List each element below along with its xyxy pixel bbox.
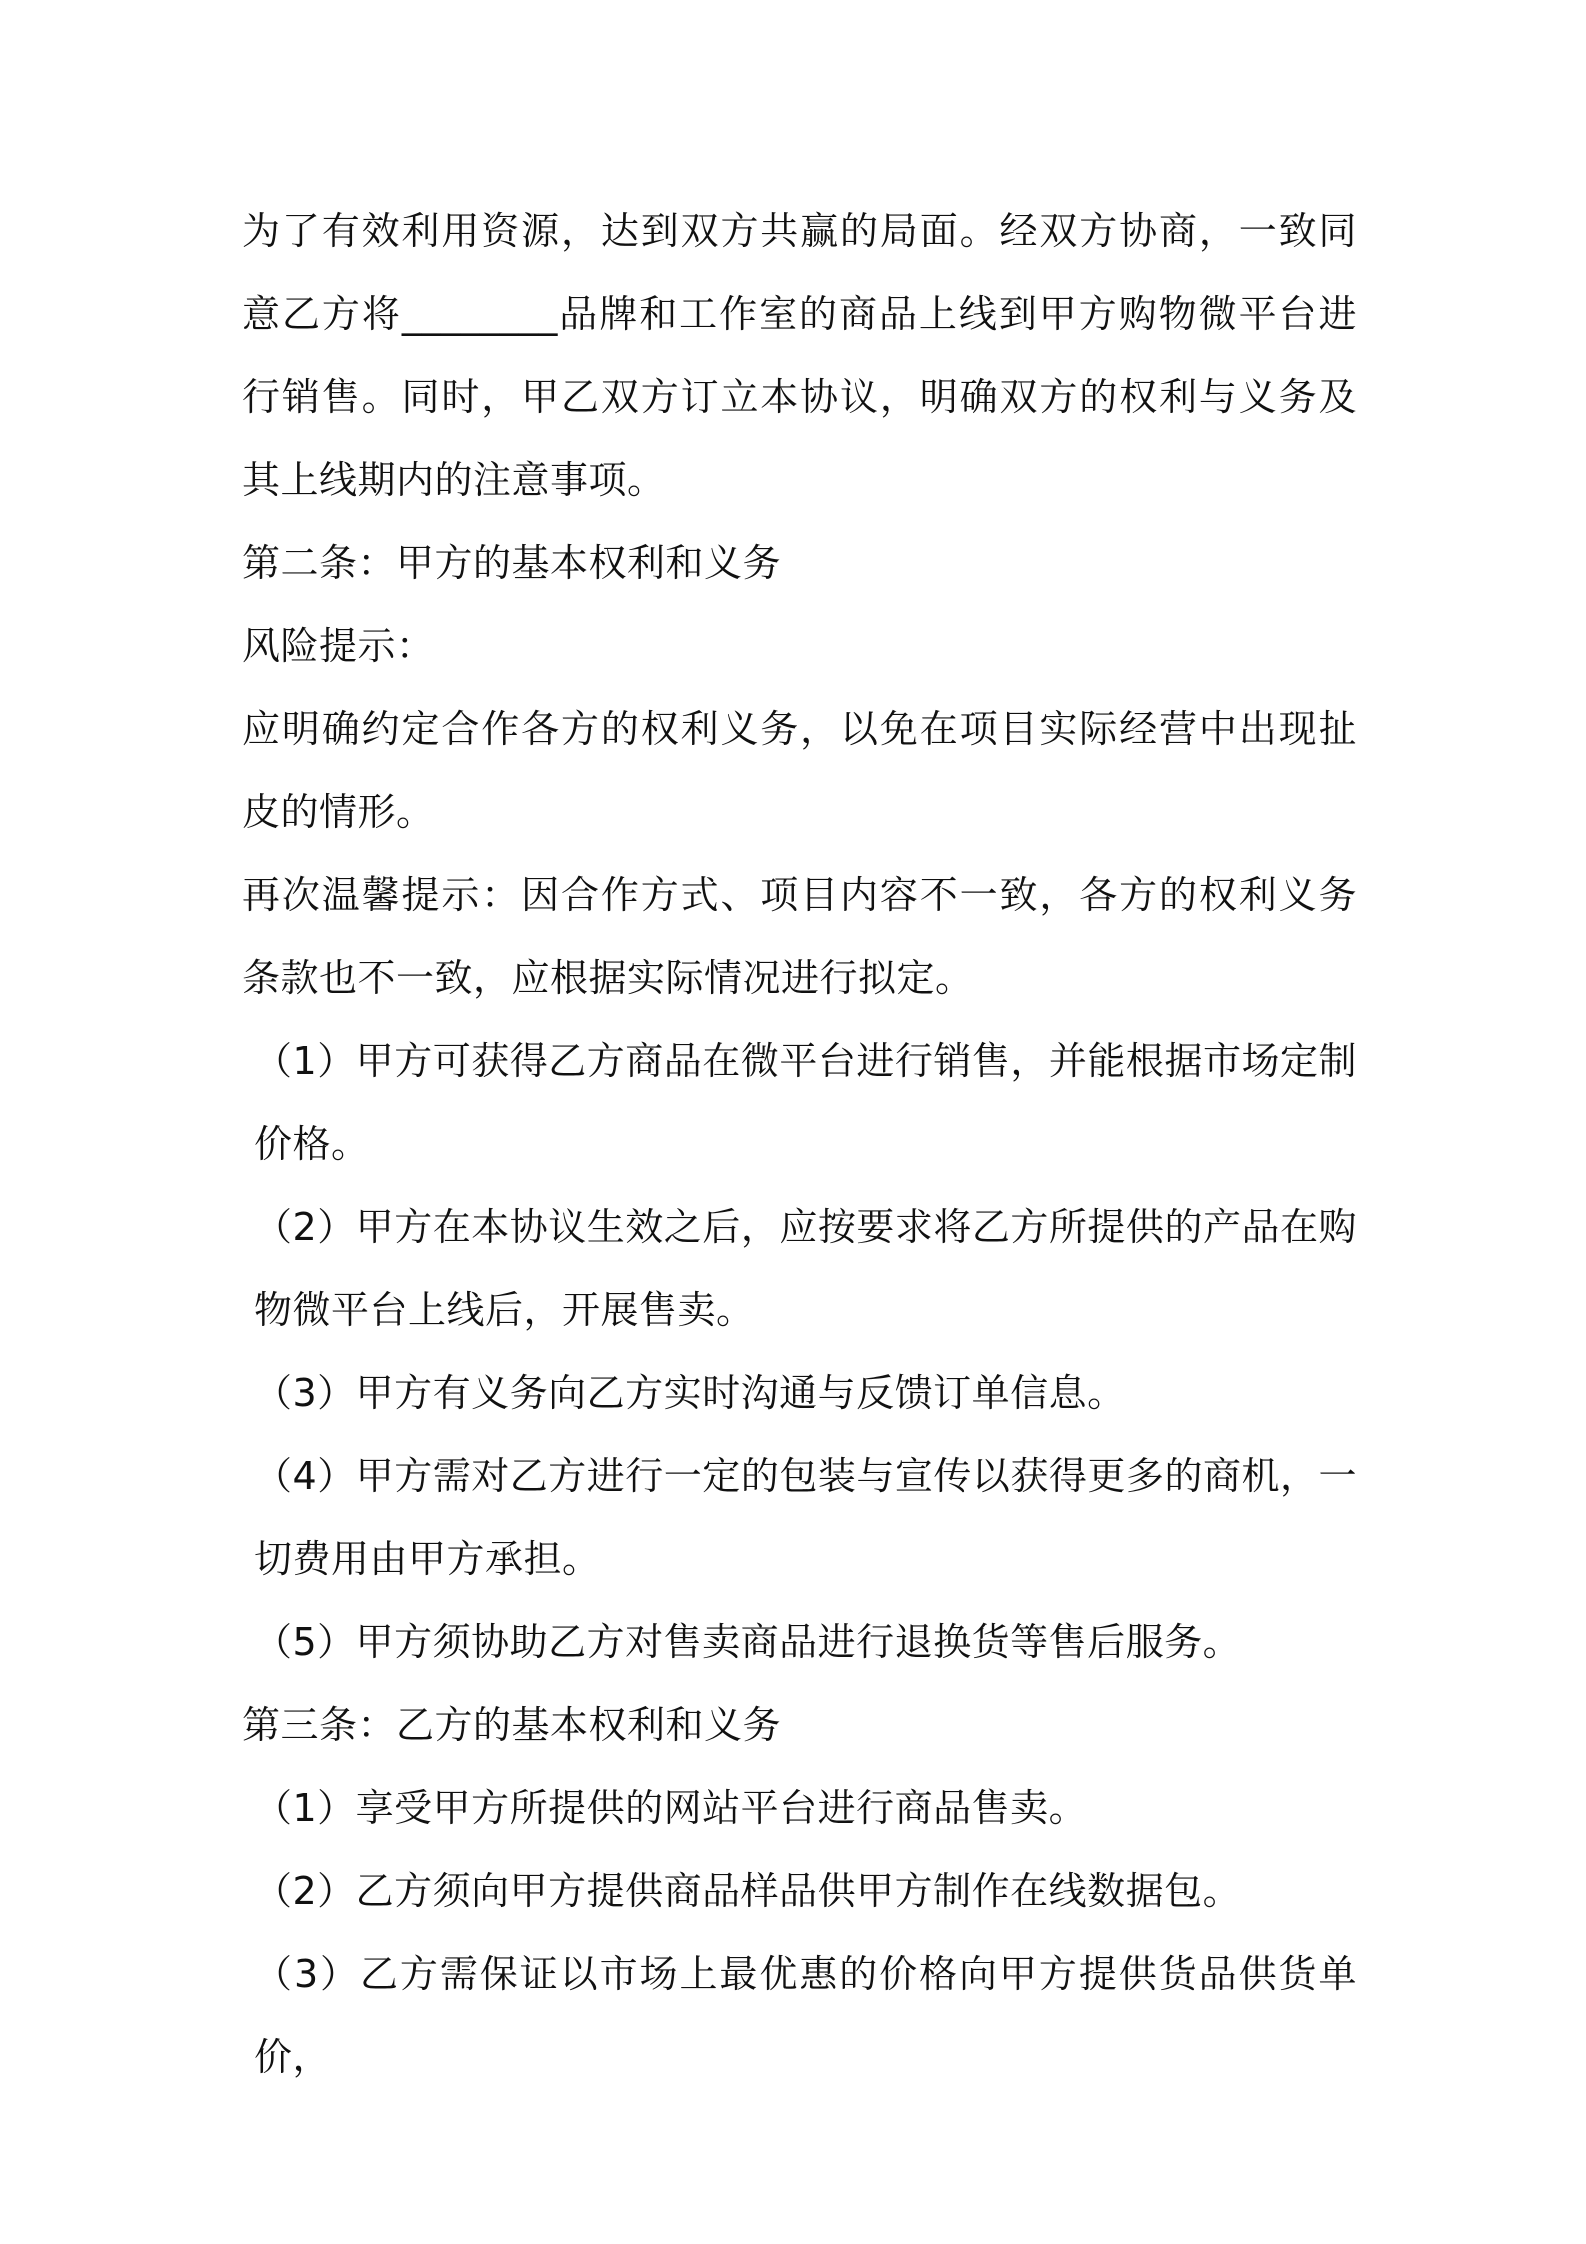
article-three-heading: 第三条：乙方的基本权利和义务 [242,1703,782,1747]
party-a-clause-3: （3）甲方有义务向乙方实时沟通与反馈订单信息。 [254,1371,1126,1415]
party-b-clause-2: （2）乙方须向甲方提供商品样品供甲方制作在线数据包。 [254,1869,1242,1913]
reminder-paragraph: 再次温馨提示：因合作方式、项目内容不一致，各方的权利义务条款也不一致，应根据实际情况进行拟定。 [242,873,1357,1000]
party-a-clause-4: （4）甲方需对乙方进行一定的包装与宣传以获得更多的商机，一切费用由甲方承担。 [254,1454,1357,1581]
party-a-clause-2: （2）甲方在本协议生效之后，应按要求将乙方所提供的产品在购物微平台上线后，开展售卖。 [254,1205,1357,1332]
risk-notice-text: 应明确约定合作各方的权利义务，以免在项目实际经营中出现扯皮的情形。 [242,707,1357,834]
party-a-clause-5: （5）甲方须协助乙方对售卖商品进行退换货等售后服务。 [254,1620,1242,1664]
document-body [242,190,1357,2099]
party-b-clause-1: （1）享受甲方所提供的网站平台进行商品售卖。 [254,1786,1088,1830]
article-two-heading: 第二条：甲方的基本权利和义务 [242,541,782,585]
risk-notice-label: 风险提示： [242,624,435,668]
party-b-clause-3: （3）乙方需保证以市场上最优惠的价格向甲方提供货品供货单价， [254,1952,1357,2079]
intro-paragraph: 为了有效利用资源，达到双方共赢的局面。经双方协商，一致同意乙方将________品牌和工作室的商品上线到甲方购物微平台进行销售。同时，甲乙双方订立本协议，明确双方的权利与义务及其上线期内的注意事项。 [242,209,1357,502]
party-a-clause-1: （1）甲方可获得乙方商品在微平台进行销售，并能根据市场定制价格。 [254,1039,1357,1166]
